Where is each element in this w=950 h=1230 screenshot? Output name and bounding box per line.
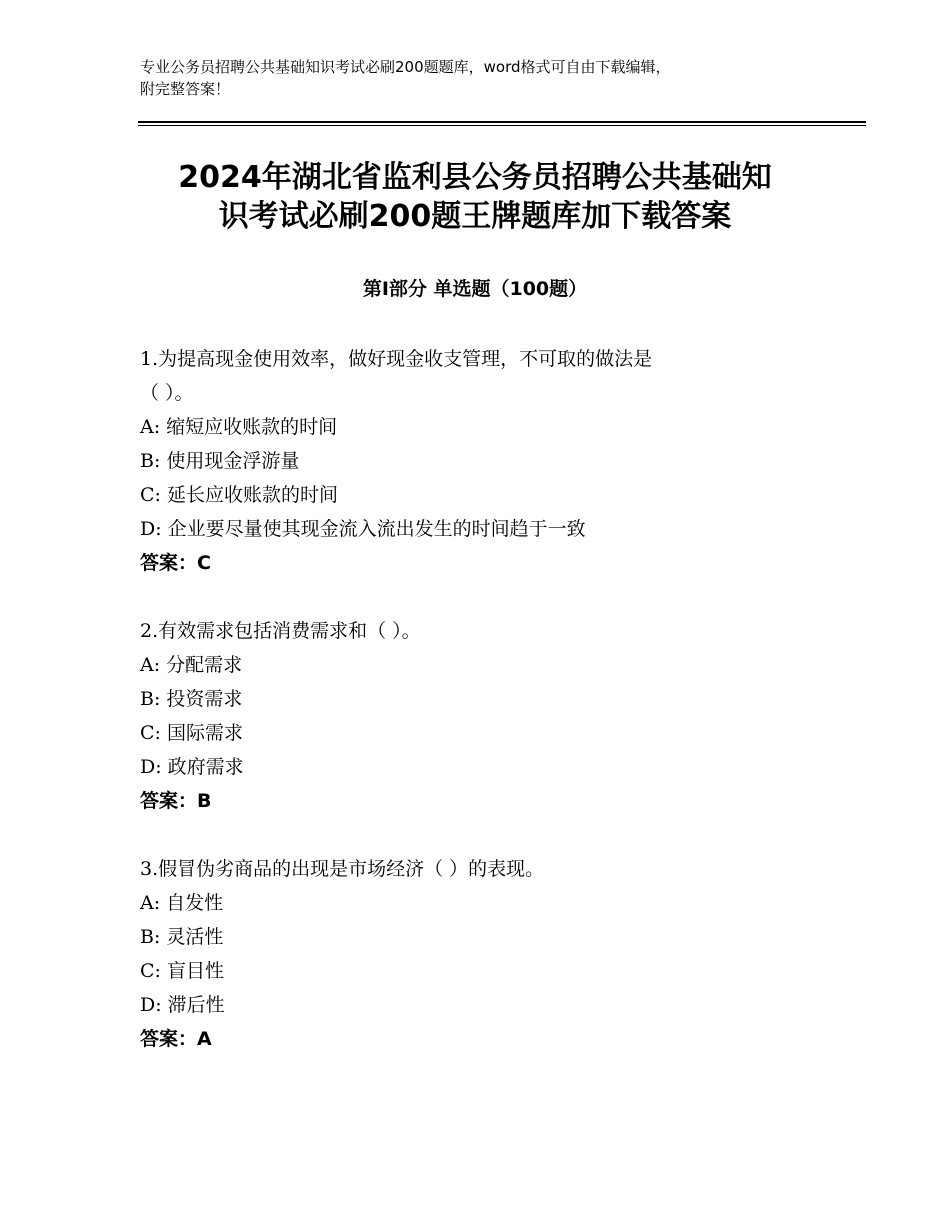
question-stem-line-1: 2.有效需求包括消费需求和（ ）。 — [140, 620, 421, 642]
question-stem-line-1: 1.为提高现金使用效率，做好现金收支管理，不可取的做法是 — [140, 348, 653, 370]
option-a: A: 分配需求 — [140, 654, 243, 676]
option-d: D: 企业要尽量使其现金流入流出发生的时间趋于一致 — [140, 518, 586, 540]
option-a: A: 自发性 — [140, 892, 224, 914]
question-stem — [140, 614, 840, 648]
question-stem — [140, 342, 840, 410]
header-divider-thick — [138, 121, 866, 123]
option-b: B: 灵活性 — [140, 926, 224, 948]
question-3 — [140, 852, 840, 1056]
question-2 — [140, 614, 840, 818]
question-stem-line-1: 3.假冒伪劣商品的出现是市场经济（ ）的表现。 — [140, 858, 545, 880]
option-d: D: 政府需求 — [140, 756, 244, 778]
answer: 答案：C — [140, 552, 211, 574]
question-stem — [140, 852, 840, 886]
header-divider-thin — [138, 125, 866, 126]
option-c: C: 延长应收账款的时间 — [140, 484, 338, 506]
option-c: C: 国际需求 — [140, 722, 243, 744]
section-title: 第Ⅰ部分 单选题（100题） — [362, 278, 588, 300]
option-a: A: 缩短应收账款的时间 — [140, 416, 338, 438]
header-note — [140, 56, 840, 100]
answer: 答案：B — [140, 790, 212, 812]
answer: 答案：A — [140, 1028, 212, 1050]
document-title — [110, 158, 840, 236]
option-b: B: 投资需求 — [140, 688, 243, 710]
option-c: C: 盲目性 — [140, 960, 224, 982]
option-b: B: 使用现金浮游量 — [140, 450, 300, 472]
question-stem-line-2: （ ）。 — [140, 382, 194, 404]
question-1 — [140, 342, 840, 580]
document-title-line-2: 识考试必刷200题王牌题库加下载答案 — [218, 199, 732, 234]
header-note-line-2: 附完整答案！ — [140, 80, 231, 98]
question-list — [140, 342, 840, 1090]
document-title-line-1: 2024年湖北省监利县公务员招聘公共基础知 — [178, 160, 772, 195]
header-note-line-1: 专业公务员招聘公共基础知识考试必刷200题题库，word格式可自由下载编辑， — [140, 58, 671, 76]
option-d: D: 滞后性 — [140, 994, 225, 1016]
